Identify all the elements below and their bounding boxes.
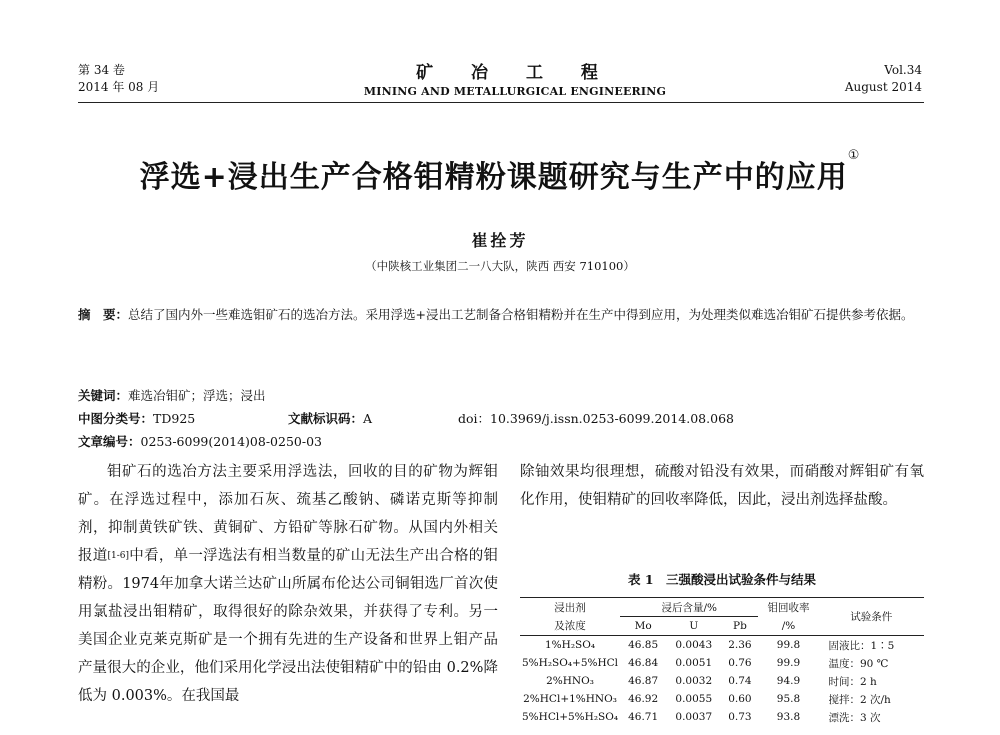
paper-title bbox=[60, 148, 940, 196]
article-number-label: 文章编号： bbox=[78, 434, 141, 449]
body-paragraph-1: 钼矿石的选冶方法主要采用浮选法，回收的目的矿物为辉钼矿。在浮选过程中，添加石灰、巯基乙酸钠、磷诺克斯等抑制剂，抑制黄铁矿铁、黄铜矿、方铅矿等脉石矿物。从国内外相关报道 bbox=[78, 464, 498, 564]
cell-condition: 搅拌：2 次/h bbox=[828, 693, 891, 706]
author: 崔拴芳 bbox=[471, 231, 529, 250]
header-concentration: 及浓度 bbox=[554, 620, 586, 633]
table-row bbox=[520, 654, 924, 672]
running-header-center bbox=[300, 58, 730, 98]
cell-mo: 46.71 bbox=[628, 711, 659, 723]
abstract bbox=[78, 303, 924, 326]
issue-date: 2014 年 08 月 bbox=[78, 80, 160, 94]
cell-recovery: 94.9 bbox=[776, 675, 801, 687]
header-rule bbox=[78, 102, 924, 103]
clc-value: TD925 bbox=[153, 411, 196, 426]
cell-mo: 46.84 bbox=[628, 657, 659, 669]
classification-row bbox=[78, 407, 734, 430]
cell-u: 0.0055 bbox=[675, 693, 713, 705]
header-pb: Pb bbox=[733, 620, 747, 632]
cell-pb: 0.73 bbox=[728, 711, 752, 723]
keywords-label: 关键词： bbox=[78, 388, 129, 403]
header-recovery: 钼回收率 bbox=[767, 601, 810, 614]
article-metadata bbox=[78, 384, 734, 453]
header-mo: Mo bbox=[634, 620, 652, 632]
cell-pb: 0.60 bbox=[728, 693, 752, 705]
table-caption: 表 1 三强酸浸出试验条件与结果 bbox=[627, 572, 817, 587]
clc-label: 中图分类号： bbox=[78, 411, 154, 426]
results-table bbox=[520, 597, 924, 726]
cell-condition: 温度：90 ℃ bbox=[828, 657, 889, 670]
doc-code-label: 文献标识码： bbox=[288, 411, 364, 426]
cell-agent: 1%H₂SO₄ bbox=[545, 639, 596, 651]
header-content-after: 浸后含量/% bbox=[620, 598, 758, 617]
body-paragraph-1-cont: 中看，单一浮选法有相当数量的矿山无法生产出合格的钼精粉。1974年加拿大诺兰达矿山所属布伦达公司铜钼选厂首次使用氯盐浸出钼精矿，取得很好的除杂效果，并获得了专利。另一美国企业克莱克斯矿是一个拥有先进的生产设备和世界上钼产品产量很大的企业，他们采用化学浸出法使钼精矿中的铅由 0.2%降低为 0.003%。在我国最 bbox=[78, 548, 499, 704]
citation-ref: [1-6] bbox=[107, 551, 130, 561]
header-recovery-unit: /% bbox=[781, 619, 796, 632]
cell-pb: 0.76 bbox=[728, 657, 752, 669]
article-number-row bbox=[78, 430, 734, 453]
cell-condition: 漂洗：3 次 bbox=[828, 711, 881, 724]
cell-agent: 2%HCl+1%HNO₃ bbox=[523, 693, 617, 705]
cell-recovery: 95.8 bbox=[776, 693, 801, 705]
abstract-label: 摘 要： bbox=[78, 307, 129, 322]
title-text: 浮选+浸出生产合格钼精粉课题研究与生产中的应用 bbox=[139, 160, 848, 195]
header-u: U bbox=[689, 620, 699, 632]
volume-en: Vol.34 bbox=[884, 63, 922, 77]
affiliation: （中陕核工业集团二一八大队，陕西 西安 710100） bbox=[365, 259, 635, 273]
doc-code-value: A bbox=[363, 411, 373, 426]
doi: doi：10.3969/j.issn.0253-6099.2014.08.068 bbox=[458, 411, 734, 426]
table-row bbox=[520, 708, 924, 726]
cell-mo: 46.85 bbox=[628, 639, 659, 651]
body-right-column: 除铀效果均很理想，硫酸对铅没有效果，而硝酸对辉钼矿有氧化作用，使钼精矿的回收率降低，因此，浸出剂选择盐酸。 bbox=[520, 464, 924, 508]
header-conditions: 试验条件 bbox=[818, 598, 924, 636]
cell-pb: 2.36 bbox=[728, 639, 752, 651]
table-row bbox=[520, 636, 924, 655]
cell-agent: 5%HCl+5%H₂SO₄ bbox=[522, 711, 619, 723]
cell-recovery: 99.9 bbox=[776, 657, 801, 669]
journal-name-zh: 矿 冶 工 程 bbox=[416, 63, 614, 83]
table-row bbox=[520, 690, 924, 708]
date-en: August 2014 bbox=[844, 80, 922, 94]
header-agent: 浸出剂 bbox=[554, 601, 586, 614]
running-header-right bbox=[845, 62, 922, 96]
article-number-value: 0253-6099(2014)08-0250-03 bbox=[140, 434, 322, 449]
cell-pb: 0.74 bbox=[728, 675, 752, 687]
cell-agent: 2%HNO₃ bbox=[546, 675, 594, 687]
journal-name-en: MINING AND METALLURGICAL ENGINEERING bbox=[363, 85, 667, 98]
cell-u: 0.0051 bbox=[675, 657, 713, 669]
cell-u: 0.0032 bbox=[675, 675, 713, 687]
title-footnote-mark: ① bbox=[847, 148, 861, 163]
volume-issue: 第 34 卷 bbox=[78, 63, 125, 77]
keywords-text: 难选冶钼矿；浮选；浸出 bbox=[128, 388, 266, 403]
cell-u: 0.0043 bbox=[675, 639, 713, 651]
cell-condition: 时间：2 h bbox=[828, 675, 877, 688]
cell-recovery: 99.8 bbox=[776, 639, 801, 651]
clc-group bbox=[78, 407, 288, 430]
doc-code-group bbox=[288, 407, 458, 430]
cell-mo: 46.92 bbox=[628, 693, 659, 705]
cell-agent: 5%H₂SO₄+5%HCl bbox=[522, 657, 619, 669]
cell-recovery: 93.8 bbox=[776, 711, 801, 723]
body-left-column bbox=[78, 458, 498, 710]
cell-mo: 46.87 bbox=[628, 675, 659, 687]
keywords-row bbox=[78, 384, 734, 407]
cell-condition: 固液比：1∶5 bbox=[828, 639, 895, 652]
running-header-left bbox=[78, 62, 159, 96]
cell-u: 0.0037 bbox=[675, 711, 713, 723]
table-row bbox=[520, 672, 924, 690]
abstract-text: 总结了国内外一些难选钼矿石的选冶方法。采用浮选+浸出工艺制备合格钼精粉并在生产中得到应用，为处理类似难选冶钼矿石提供参考依据。 bbox=[128, 307, 914, 322]
